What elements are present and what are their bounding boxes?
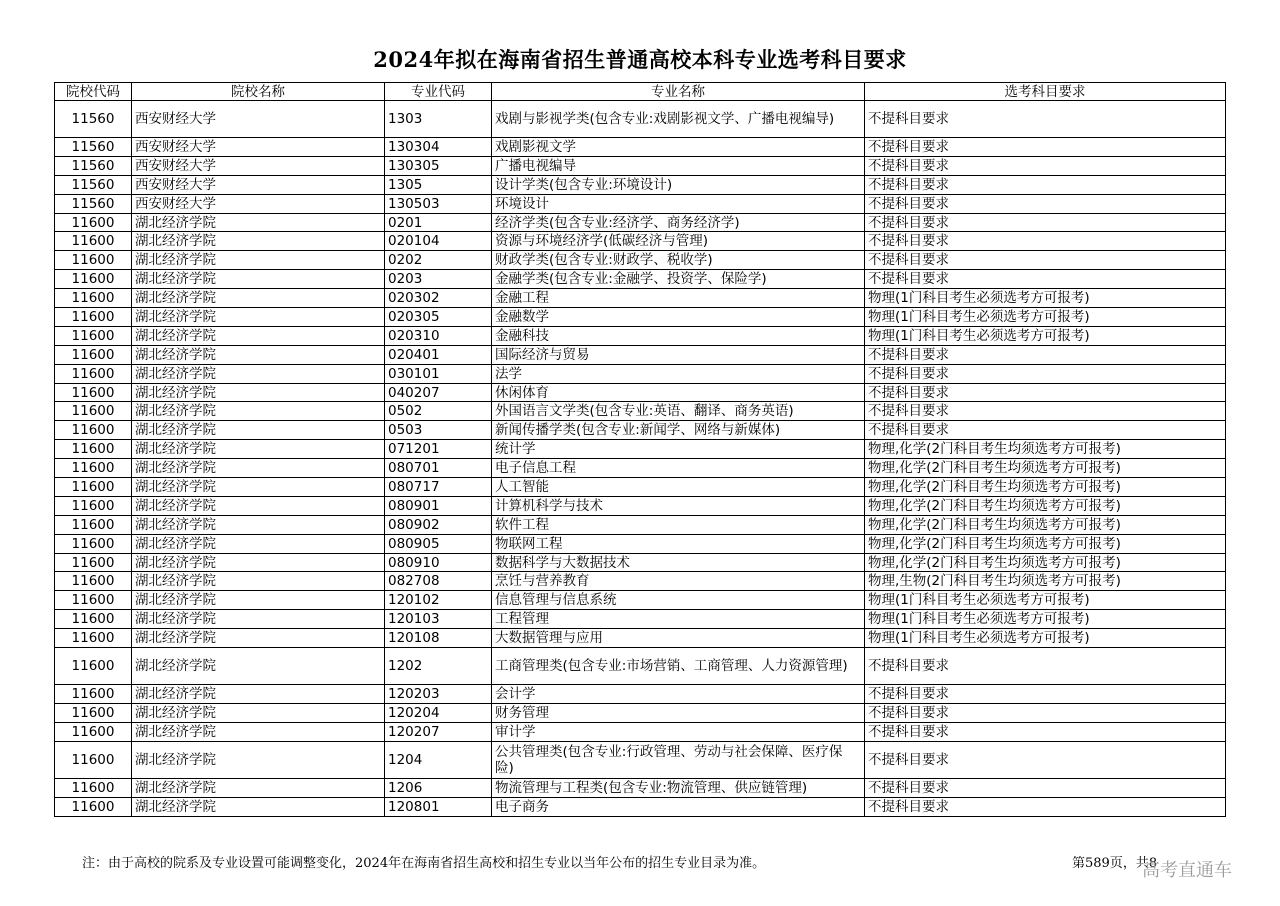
school-name-cell: 湖北经济学院 bbox=[132, 478, 385, 497]
school-code-cell: 11600 bbox=[55, 515, 132, 534]
school-code-cell: 11600 bbox=[55, 289, 132, 308]
table-row bbox=[55, 478, 1226, 497]
school-code-cell: 11600 bbox=[55, 553, 132, 572]
table-row bbox=[55, 364, 1226, 383]
header-school-code: 院校代码 bbox=[55, 83, 132, 101]
major-name-cell: 休闲体育 bbox=[492, 383, 865, 402]
major-name-cell: 财务管理 bbox=[492, 703, 865, 722]
major-code-cell: 020310 bbox=[385, 326, 492, 345]
requirement-cell: 不提科目要求 bbox=[865, 101, 1226, 138]
major-name-cell: 财政学类(包含专业:财政学、税收学) bbox=[492, 251, 865, 270]
major-name-cell: 烹饪与营养教育 bbox=[492, 572, 865, 591]
requirement-cell: 不提科目要求 bbox=[865, 345, 1226, 364]
header-major-name: 专业名称 bbox=[492, 83, 865, 101]
major-code-cell: 080902 bbox=[385, 515, 492, 534]
table-row bbox=[55, 308, 1226, 327]
major-name-cell: 物联网工程 bbox=[492, 534, 865, 553]
requirement-cell: 不提科目要求 bbox=[865, 797, 1226, 816]
requirement-cell: 不提科目要求 bbox=[865, 421, 1226, 440]
major-code-cell: 120108 bbox=[385, 629, 492, 648]
major-code-cell: 1305 bbox=[385, 175, 492, 194]
major-code-cell: 082708 bbox=[385, 572, 492, 591]
school-code-cell: 11600 bbox=[55, 251, 132, 270]
school-name-cell: 湖北经济学院 bbox=[132, 232, 385, 251]
school-name-cell: 湖北经济学院 bbox=[132, 572, 385, 591]
table-row bbox=[55, 797, 1226, 816]
major-name-cell: 新闻传播学类(包含专业:新闻学、网络与新媒体) bbox=[492, 421, 865, 440]
school-code-cell: 11600 bbox=[55, 213, 132, 232]
major-name-cell: 物流管理与工程类(包含专业:物流管理、供应链管理) bbox=[492, 778, 865, 797]
requirement-cell: 物理,化学(2门科目考生均须选考方可报考) bbox=[865, 553, 1226, 572]
school-code-cell: 11600 bbox=[55, 591, 132, 610]
school-name-cell: 西安财经大学 bbox=[132, 175, 385, 194]
requirement-cell: 物理(1门科目考生必须选考方可报考) bbox=[865, 610, 1226, 629]
major-code-cell: 0502 bbox=[385, 402, 492, 421]
table-row bbox=[55, 156, 1226, 175]
table-row bbox=[55, 685, 1226, 704]
school-name-cell: 西安财经大学 bbox=[132, 138, 385, 157]
table-row bbox=[55, 175, 1226, 194]
requirement-cell: 不提科目要求 bbox=[865, 648, 1226, 685]
school-name-cell: 湖北经济学院 bbox=[132, 515, 385, 534]
requirement-cell: 物理(1门科目考生必须选考方可报考) bbox=[865, 629, 1226, 648]
school-code-cell: 11600 bbox=[55, 572, 132, 591]
major-name-cell: 金融数学 bbox=[492, 308, 865, 327]
requirement-cell: 不提科目要求 bbox=[865, 741, 1226, 778]
requirement-cell: 不提科目要求 bbox=[865, 722, 1226, 741]
school-name-cell: 湖北经济学院 bbox=[132, 326, 385, 345]
major-name-cell: 人工智能 bbox=[492, 478, 865, 497]
table-row bbox=[55, 383, 1226, 402]
table-row bbox=[55, 402, 1226, 421]
requirement-cell: 不提科目要求 bbox=[865, 383, 1226, 402]
table-row bbox=[55, 213, 1226, 232]
major-code-cell: 120801 bbox=[385, 797, 492, 816]
major-name-cell: 工商管理类(包含专业:市场营销、工商管理、人力资源管理) bbox=[492, 648, 865, 685]
major-code-cell: 1206 bbox=[385, 778, 492, 797]
major-name-cell: 审计学 bbox=[492, 722, 865, 741]
table-row bbox=[55, 459, 1226, 478]
school-name-cell: 湖北经济学院 bbox=[132, 213, 385, 232]
major-code-cell: 080901 bbox=[385, 496, 492, 515]
table-row bbox=[55, 138, 1226, 157]
table-row bbox=[55, 289, 1226, 308]
page-title: 2024年拟在海南省招生普通高校本科专业选考科目要求 bbox=[373, 47, 907, 72]
major-code-cell: 120102 bbox=[385, 591, 492, 610]
table-row bbox=[55, 440, 1226, 459]
requirements-table bbox=[54, 82, 1226, 817]
major-code-cell: 080701 bbox=[385, 459, 492, 478]
school-code-cell: 11600 bbox=[55, 741, 132, 778]
table-header-row bbox=[55, 83, 1226, 101]
table-row bbox=[55, 101, 1226, 138]
school-name-cell: 湖北经济学院 bbox=[132, 289, 385, 308]
requirement-cell: 不提科目要求 bbox=[865, 232, 1226, 251]
school-name-cell: 湖北经济学院 bbox=[132, 685, 385, 704]
school-name-cell: 西安财经大学 bbox=[132, 101, 385, 138]
major-code-cell: 130305 bbox=[385, 156, 492, 175]
school-name-cell: 湖北经济学院 bbox=[132, 703, 385, 722]
requirement-cell: 物理,化学(2门科目考生均须选考方可报考) bbox=[865, 440, 1226, 459]
header-subject-requirement: 选考科目要求 bbox=[865, 83, 1226, 101]
major-name-cell: 大数据管理与应用 bbox=[492, 629, 865, 648]
school-code-cell: 11560 bbox=[55, 156, 132, 175]
school-code-cell: 11600 bbox=[55, 308, 132, 327]
table-row bbox=[55, 534, 1226, 553]
school-name-cell: 湖北经济学院 bbox=[132, 610, 385, 629]
table-row bbox=[55, 232, 1226, 251]
table-row bbox=[55, 270, 1226, 289]
table-row bbox=[55, 572, 1226, 591]
school-name-cell: 湖北经济学院 bbox=[132, 421, 385, 440]
school-name-cell: 湖北经济学院 bbox=[132, 591, 385, 610]
major-name-cell: 计算机科学与技术 bbox=[492, 496, 865, 515]
requirement-cell: 物理,化学(2门科目考生均须选考方可报考) bbox=[865, 496, 1226, 515]
major-name-cell: 设计学类(包含专业:环境设计) bbox=[492, 175, 865, 194]
major-code-cell: 020305 bbox=[385, 308, 492, 327]
school-code-cell: 11600 bbox=[55, 685, 132, 704]
requirement-cell: 不提科目要求 bbox=[865, 175, 1226, 194]
major-name-cell: 广播电视编导 bbox=[492, 156, 865, 175]
school-name-cell: 湖北经济学院 bbox=[132, 364, 385, 383]
major-code-cell: 1303 bbox=[385, 101, 492, 138]
major-name-cell: 统计学 bbox=[492, 440, 865, 459]
major-code-cell: 080910 bbox=[385, 553, 492, 572]
requirement-cell: 物理,化学(2门科目考生均须选考方可报考) bbox=[865, 459, 1226, 478]
school-code-cell: 11600 bbox=[55, 232, 132, 251]
major-code-cell: 040207 bbox=[385, 383, 492, 402]
table-row bbox=[55, 553, 1226, 572]
major-code-cell: 071201 bbox=[385, 440, 492, 459]
requirement-cell: 不提科目要求 bbox=[865, 156, 1226, 175]
major-code-cell: 120207 bbox=[385, 722, 492, 741]
major-name-cell: 工程管理 bbox=[492, 610, 865, 629]
school-name-cell: 西安财经大学 bbox=[132, 156, 385, 175]
requirement-cell: 不提科目要求 bbox=[865, 194, 1226, 213]
requirement-cell: 不提科目要求 bbox=[865, 251, 1226, 270]
table-row bbox=[55, 194, 1226, 213]
header-major-code: 专业代码 bbox=[385, 83, 492, 101]
watermark: 高考直通车 bbox=[1142, 860, 1232, 881]
school-code-cell: 11600 bbox=[55, 383, 132, 402]
major-code-cell: 020104 bbox=[385, 232, 492, 251]
table-row bbox=[55, 421, 1226, 440]
school-name-cell: 湖北经济学院 bbox=[132, 383, 385, 402]
table-row bbox=[55, 345, 1226, 364]
requirement-cell: 不提科目要求 bbox=[865, 402, 1226, 421]
major-name-cell: 国际经济与贸易 bbox=[492, 345, 865, 364]
major-name-cell: 经济学类(包含专业:经济学、商务经济学) bbox=[492, 213, 865, 232]
major-name-cell: 法学 bbox=[492, 364, 865, 383]
school-name-cell: 湖北经济学院 bbox=[132, 648, 385, 685]
table-row bbox=[55, 648, 1226, 685]
requirement-cell: 物理(1门科目考生必须选考方可报考) bbox=[865, 308, 1226, 327]
major-code-cell: 0503 bbox=[385, 421, 492, 440]
requirement-cell: 不提科目要求 bbox=[865, 778, 1226, 797]
school-code-cell: 11600 bbox=[55, 629, 132, 648]
major-code-cell: 080905 bbox=[385, 534, 492, 553]
school-name-cell: 湖北经济学院 bbox=[132, 629, 385, 648]
requirement-cell: 物理,生物(2门科目考生均须选考方可报考) bbox=[865, 572, 1226, 591]
table-row bbox=[55, 703, 1226, 722]
major-code-cell: 020401 bbox=[385, 345, 492, 364]
school-code-cell: 11600 bbox=[55, 478, 132, 497]
school-code-cell: 11600 bbox=[55, 496, 132, 515]
major-code-cell: 1204 bbox=[385, 741, 492, 778]
school-code-cell: 11600 bbox=[55, 534, 132, 553]
school-code-cell: 11600 bbox=[55, 778, 132, 797]
major-name-cell: 金融工程 bbox=[492, 289, 865, 308]
requirement-cell: 不提科目要求 bbox=[865, 270, 1226, 289]
school-name-cell: 湖北经济学院 bbox=[132, 251, 385, 270]
school-code-cell: 11600 bbox=[55, 648, 132, 685]
major-code-cell: 1202 bbox=[385, 648, 492, 685]
school-code-cell: 11600 bbox=[55, 326, 132, 345]
table-row bbox=[55, 610, 1226, 629]
major-code-cell: 0201 bbox=[385, 213, 492, 232]
school-code-cell: 11600 bbox=[55, 421, 132, 440]
school-name-cell: 湖北经济学院 bbox=[132, 496, 385, 515]
school-code-cell: 11600 bbox=[55, 345, 132, 364]
major-code-cell: 020302 bbox=[385, 289, 492, 308]
table-row bbox=[55, 496, 1226, 515]
school-code-cell: 11600 bbox=[55, 459, 132, 478]
major-code-cell: 080717 bbox=[385, 478, 492, 497]
requirement-cell: 物理(1门科目考生必须选考方可报考) bbox=[865, 289, 1226, 308]
table-row bbox=[55, 251, 1226, 270]
school-name-cell: 湖北经济学院 bbox=[132, 778, 385, 797]
school-code-cell: 11600 bbox=[55, 722, 132, 741]
school-code-cell: 11600 bbox=[55, 402, 132, 421]
table-body bbox=[55, 101, 1226, 817]
major-code-cell: 130503 bbox=[385, 194, 492, 213]
major-name-cell: 资源与环境经济学(低碳经济与管理) bbox=[492, 232, 865, 251]
table-row bbox=[55, 722, 1226, 741]
major-name-cell: 外国语言文学类(包含专业:英语、翻译、商务英语) bbox=[492, 402, 865, 421]
header-school-name: 院校名称 bbox=[132, 83, 385, 101]
school-code-cell: 11560 bbox=[55, 175, 132, 194]
requirement-cell: 物理(1门科目考生必须选考方可报考) bbox=[865, 591, 1226, 610]
school-code-cell: 11600 bbox=[55, 610, 132, 629]
school-code-cell: 11600 bbox=[55, 440, 132, 459]
school-code-cell: 11600 bbox=[55, 364, 132, 383]
school-name-cell: 湖北经济学院 bbox=[132, 459, 385, 478]
school-name-cell: 湖北经济学院 bbox=[132, 270, 385, 289]
school-name-cell: 湖北经济学院 bbox=[132, 440, 385, 459]
requirement-cell: 不提科目要求 bbox=[865, 703, 1226, 722]
major-code-cell: 120204 bbox=[385, 703, 492, 722]
requirement-cell: 物理,化学(2门科目考生均须选考方可报考) bbox=[865, 515, 1226, 534]
school-name-cell: 湖北经济学院 bbox=[132, 741, 385, 778]
school-name-cell: 湖北经济学院 bbox=[132, 308, 385, 327]
major-code-cell: 030101 bbox=[385, 364, 492, 383]
requirement-cell: 不提科目要求 bbox=[865, 138, 1226, 157]
major-name-cell: 数据科学与大数据技术 bbox=[492, 553, 865, 572]
school-name-cell: 湖北经济学院 bbox=[132, 402, 385, 421]
school-code-cell: 11600 bbox=[55, 703, 132, 722]
school-code-cell: 11560 bbox=[55, 101, 132, 138]
requirement-cell: 物理,化学(2门科目考生均须选考方可报考) bbox=[865, 478, 1226, 497]
table-row bbox=[55, 591, 1226, 610]
major-name-cell: 软件工程 bbox=[492, 515, 865, 534]
requirement-cell: 物理(1门科目考生必须选考方可报考) bbox=[865, 326, 1226, 345]
major-code-cell: 120203 bbox=[385, 685, 492, 704]
school-name-cell: 西安财经大学 bbox=[132, 194, 385, 213]
major-code-cell: 0203 bbox=[385, 270, 492, 289]
table-row bbox=[55, 515, 1226, 534]
school-name-cell: 湖北经济学院 bbox=[132, 553, 385, 572]
major-name-cell: 公共管理类(包含专业:行政管理、劳动与社会保障、医疗保险) bbox=[492, 741, 865, 778]
major-name-cell: 环境设计 bbox=[492, 194, 865, 213]
school-name-cell: 湖北经济学院 bbox=[132, 797, 385, 816]
footer-note: 注：由于高校的院系及专业设置可能调整变化，2024年在海南省招生高校和招生专业以当年公布的招生专业目录为准。 bbox=[82, 856, 766, 871]
school-code-cell: 11560 bbox=[55, 138, 132, 157]
major-name-cell: 电子商务 bbox=[492, 797, 865, 816]
major-code-cell: 130304 bbox=[385, 138, 492, 157]
requirement-cell: 物理,化学(2门科目考生均须选考方可报考) bbox=[865, 534, 1226, 553]
major-name-cell: 会计学 bbox=[492, 685, 865, 704]
school-name-cell: 湖北经济学院 bbox=[132, 534, 385, 553]
major-name-cell: 金融学类(包含专业:金融学、投资学、保险学) bbox=[492, 270, 865, 289]
table-row bbox=[55, 741, 1226, 778]
table-row bbox=[55, 778, 1226, 797]
major-code-cell: 0202 bbox=[385, 251, 492, 270]
major-name-cell: 电子信息工程 bbox=[492, 459, 865, 478]
school-code-cell: 11600 bbox=[55, 797, 132, 816]
requirement-cell: 不提科目要求 bbox=[865, 685, 1226, 704]
table-row bbox=[55, 629, 1226, 648]
major-name-cell: 信息管理与信息系统 bbox=[492, 591, 865, 610]
major-code-cell: 120103 bbox=[385, 610, 492, 629]
major-name-cell: 戏剧影视文学 bbox=[492, 138, 865, 157]
requirement-cell: 不提科目要求 bbox=[865, 213, 1226, 232]
page-number: 第589页，共8 bbox=[1072, 856, 1158, 871]
major-name-cell: 金融科技 bbox=[492, 326, 865, 345]
major-name-cell: 戏剧与影视学类(包含专业:戏剧影视文学、广播电视编导) bbox=[492, 101, 865, 138]
school-name-cell: 湖北经济学院 bbox=[132, 345, 385, 364]
school-code-cell: 11560 bbox=[55, 194, 132, 213]
school-name-cell: 湖北经济学院 bbox=[132, 722, 385, 741]
requirement-cell: 不提科目要求 bbox=[865, 364, 1226, 383]
table-row bbox=[55, 326, 1226, 345]
school-code-cell: 11600 bbox=[55, 270, 132, 289]
